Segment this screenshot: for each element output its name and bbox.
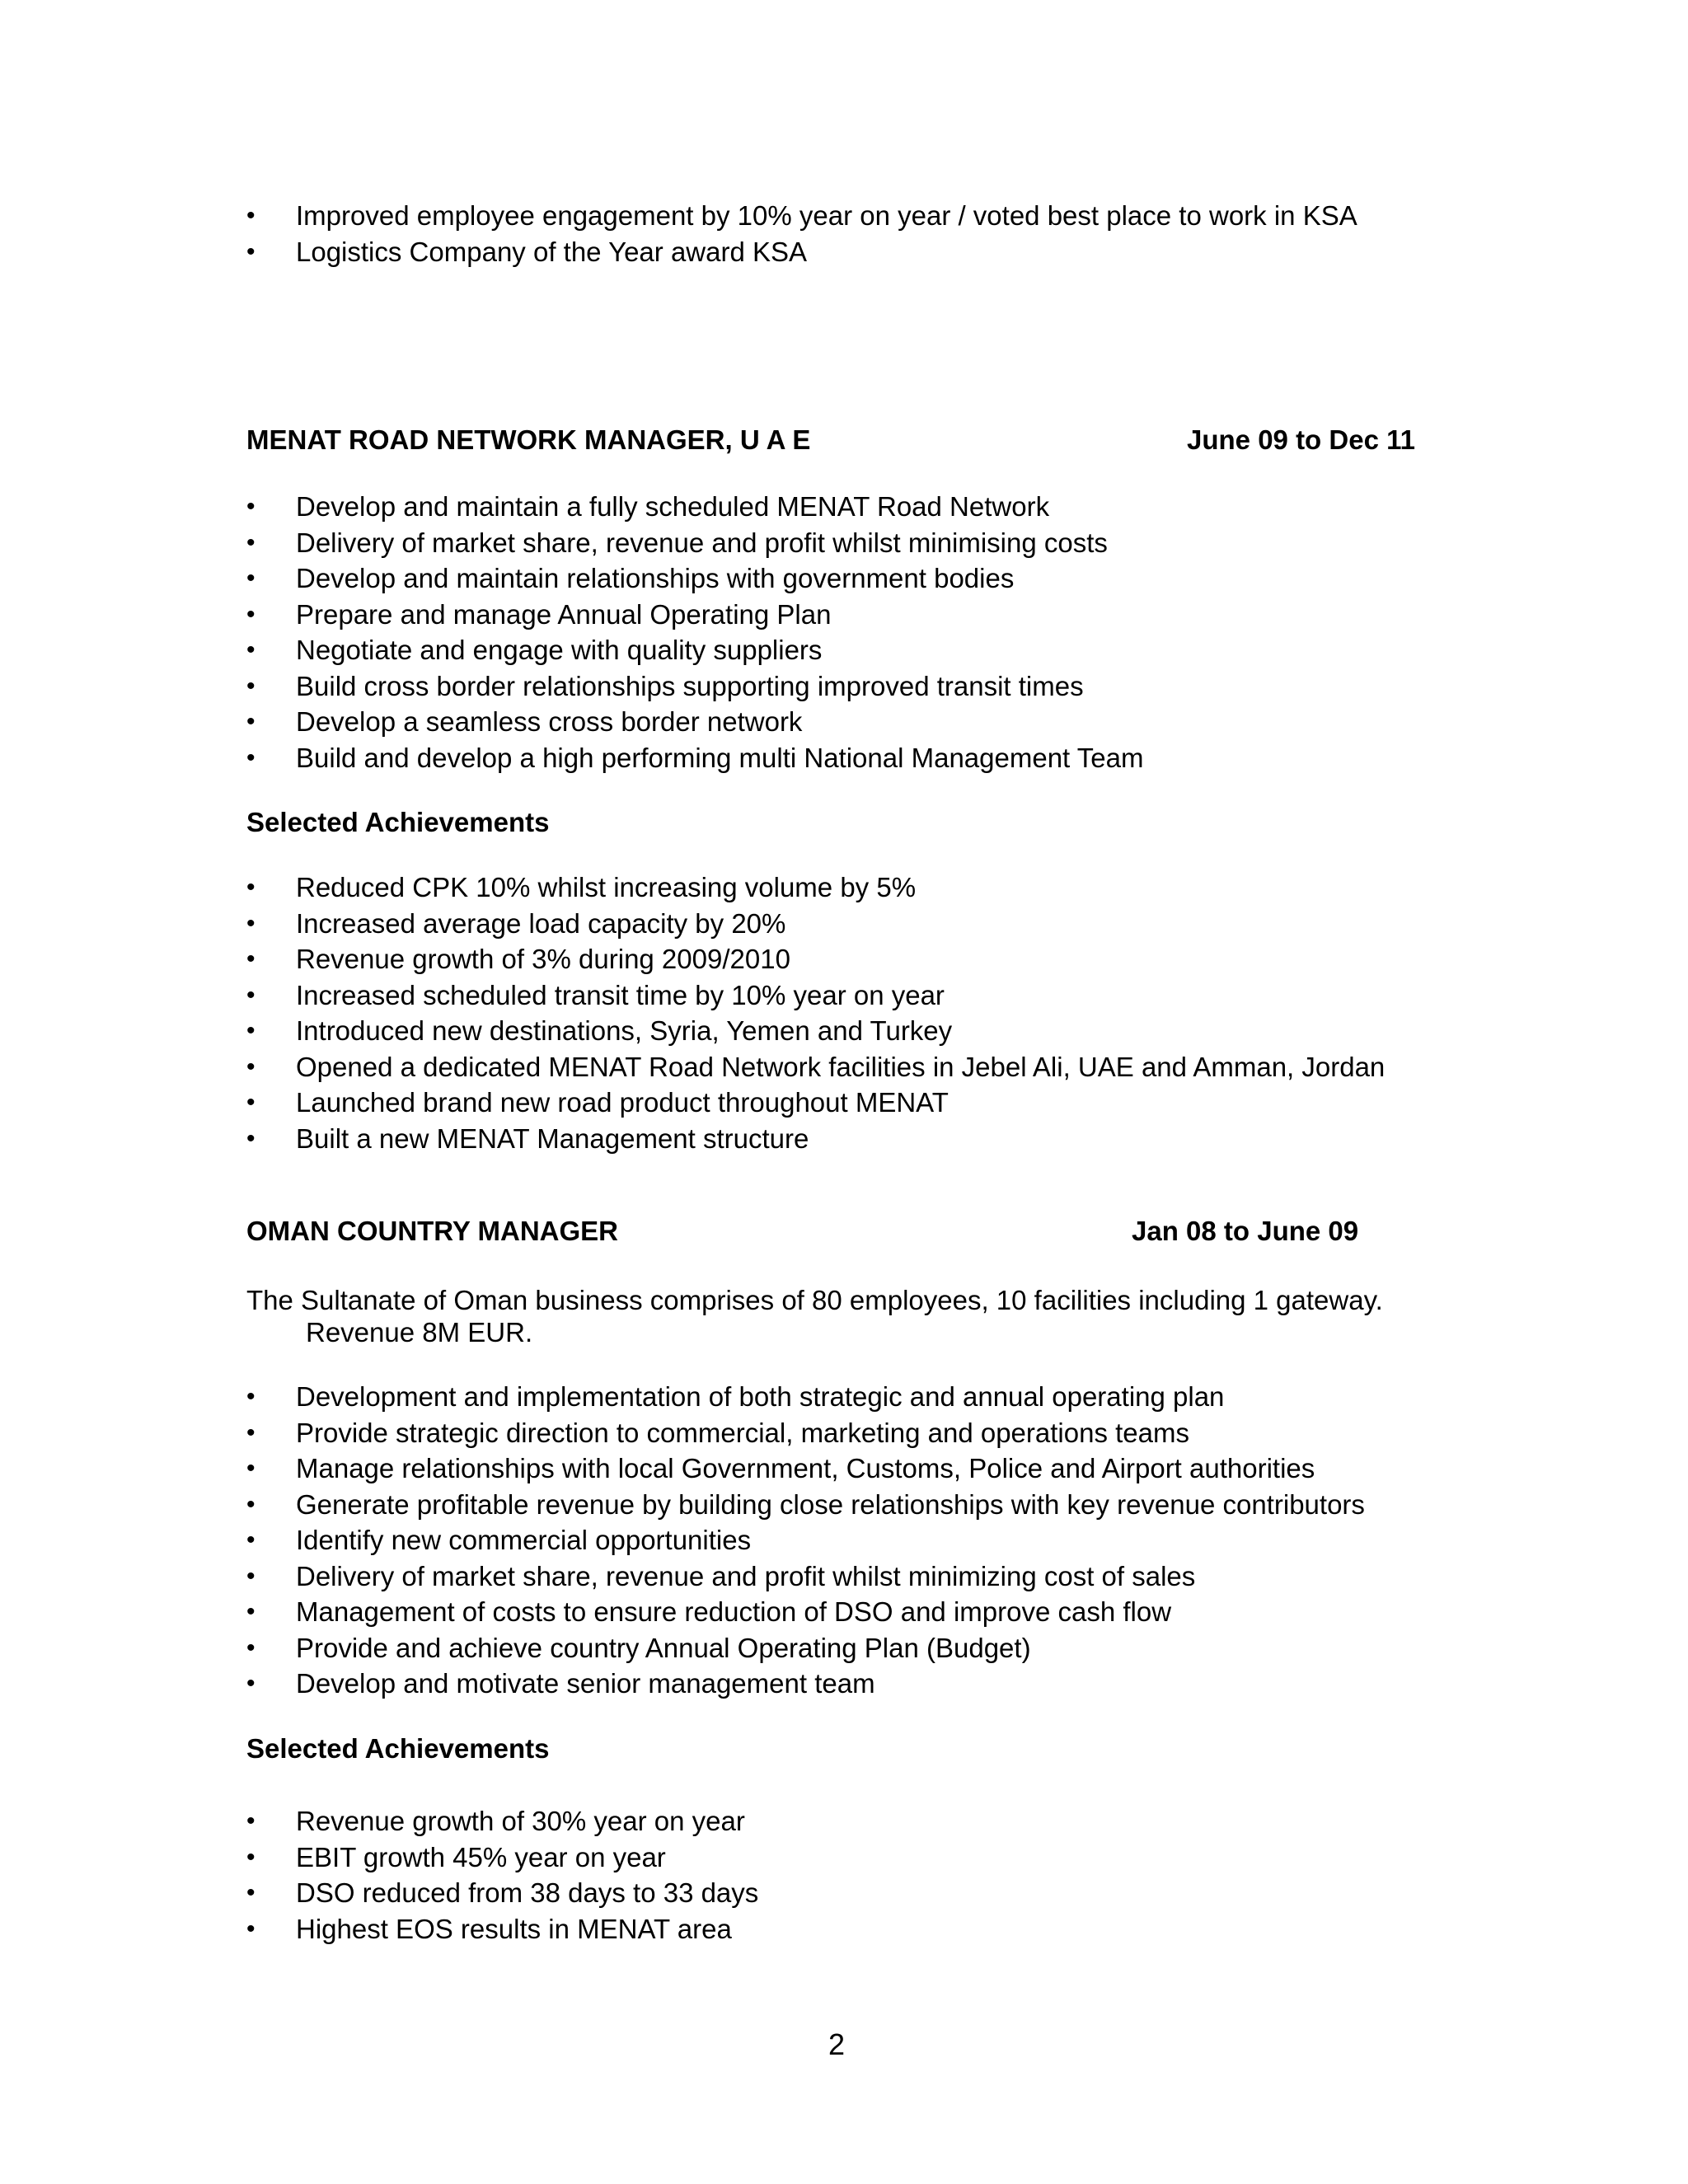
list-item: • Increased average load capacity by 20% [246, 906, 1442, 942]
list-item: • Development and implementation of both strategic and annual operating plan [246, 1379, 1442, 1415]
list-item: • Negotiate and engage with quality suppliers [246, 632, 1442, 668]
job2-summary [246, 1284, 1442, 1348]
list-item: • Delivery of market share, revenue and profit whilst minimizing cost of sales [246, 1558, 1442, 1595]
list-item: • Reduced CPK 10% whilst increasing volume by 5% [246, 869, 1442, 906]
job2-responsibilities-list [246, 1379, 1442, 1702]
job1-achievements-heading: Selected Achievements [246, 807, 550, 837]
intro-bullets-block [246, 198, 1442, 269]
list-item: • Prepare and manage Annual Operating Plan [246, 597, 1442, 633]
list-item: • Launched brand new road product throughout MENAT [246, 1085, 1442, 1121]
job1-responsibilities-block [246, 489, 1442, 776]
list-item: • Build and develop a high performing multi National Management Team [246, 740, 1442, 776]
list-item: • Introduced new destinations, Syria, Yemen and Turkey [246, 1013, 1442, 1049]
list-item: • Provide and achieve country Annual Operating Plan (Budget) [246, 1630, 1442, 1666]
list-item: • Built a new MENAT Management structure [246, 1121, 1442, 1157]
job2-title: OMAN COUNTRY MANAGER [246, 1216, 618, 1246]
list-item: • Improved employee engagement by 10% year on year / voted best place to work in KSA [246, 198, 1442, 234]
job2-achievements-heading: Selected Achievements [246, 1733, 550, 1764]
list-item: • Manage relationships with local Government, Customs, Police and Airport authorities [246, 1451, 1442, 1487]
list-item: • Highest EOS results in MENAT area [246, 1911, 1442, 1947]
list-item: • Identify new commercial opportunities [246, 1522, 1442, 1558]
job2-responsibilities-block [246, 1379, 1442, 1702]
page-number: 2 [828, 2027, 846, 2061]
job1-achievements-block [246, 869, 1442, 1156]
list-item: • Generate profitable revenue by building close relationships with key revenue contributors [246, 1487, 1442, 1523]
list-item: • Revenue growth of 3% during 2009/2010 [246, 941, 1442, 977]
list-item: • DSO reduced from 38 days to 33 days [246, 1875, 1442, 1911]
job1-achievements-list [246, 869, 1442, 1156]
job2-dates: Jan 08 to June 09 [1132, 1216, 1359, 1246]
list-item: • Provide strategic direction to commercial, marketing and operations teams [246, 1415, 1442, 1451]
job2-achievements-block [246, 1803, 1442, 1947]
list-item: • Develop and maintain relationships with government bodies [246, 560, 1442, 597]
list-item: • Opened a dedicated MENAT Road Network facilities in Jebel Ali, UAE and Amman, Jordan [246, 1049, 1442, 1085]
job2-summary-line2: Revenue 8M EUR. [306, 1317, 533, 1347]
list-item: • Revenue growth of 30% year on year [246, 1803, 1442, 1840]
list-item: • Management of costs to ensure reduction of DSO and improve cash flow [246, 1594, 1442, 1630]
list-item: • EBIT growth 45% year on year [246, 1840, 1442, 1876]
job2-summary-line1: The Sultanate of Oman business comprises of 80 employees, 10 facilities including 1 gateway. [246, 1285, 1383, 1315]
list-item: • Develop and motivate senior management team [246, 1666, 1442, 1702]
list-item: • Develop a seamless cross border network [246, 704, 1442, 740]
job1-dates: June 09 to Dec 11 [1187, 424, 1415, 455]
list-item: • Develop and maintain a fully scheduled MENAT Road Network [246, 489, 1442, 525]
list-item: • Increased scheduled transit time by 10% year on year [246, 977, 1442, 1014]
job2-achievements-list [246, 1803, 1442, 1947]
job1-responsibilities-list [246, 489, 1442, 776]
intro-bullet-list [246, 198, 1442, 269]
list-item: • Logistics Company of the Year award KSA [246, 234, 1442, 270]
list-item: • Delivery of market share, revenue and profit whilst minimising costs [246, 525, 1442, 561]
job1-title: MENAT ROAD NETWORK MANAGER, U A E [246, 424, 811, 455]
list-item: • Build cross border relationships supporting improved transit times [246, 668, 1442, 705]
